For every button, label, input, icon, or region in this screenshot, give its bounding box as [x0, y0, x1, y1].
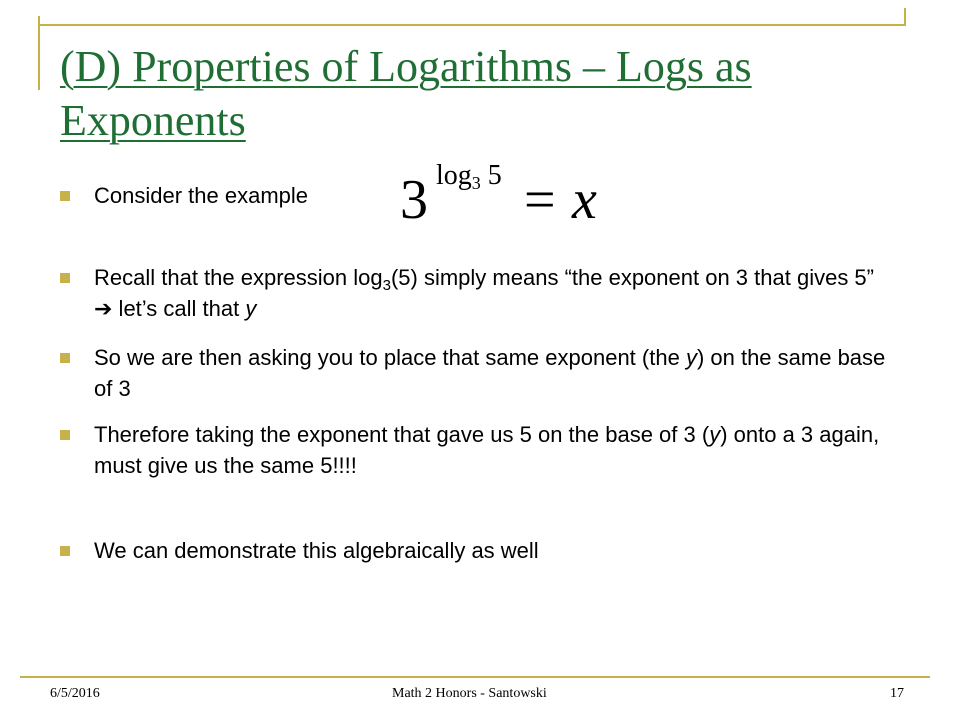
- bullet-marker-icon: [60, 430, 70, 440]
- variable-y: y: [685, 345, 697, 370]
- math-exponent-arg: 5: [487, 160, 502, 191]
- variable-y: y: [709, 422, 721, 447]
- footer-course: Math 2 Honors - Santowski: [392, 686, 547, 701]
- math-base: 3: [400, 169, 428, 231]
- bullet-marker-icon: [60, 546, 70, 556]
- bullet-text-span: (5) simply means “the exponent on 3 that gives 5”: [390, 265, 874, 290]
- frame-top-line: [38, 24, 904, 26]
- bullet-text: [94, 342, 894, 404]
- frame-right-line: [904, 8, 906, 26]
- bullet-text: [94, 262, 894, 324]
- math-variable-x: x: [572, 169, 597, 231]
- bullet-marker-icon: [60, 273, 70, 283]
- bullet-marker-icon: [60, 353, 70, 363]
- bullet-text-span: ) onto a 3 again, must give us the same 5!!!!: [94, 422, 880, 478]
- bullet-text-span: Recall that the expression log: [94, 265, 383, 290]
- footer-page-number: 17: [890, 686, 904, 701]
- math-exponent-subscript: 3: [471, 173, 481, 193]
- variable-y: y: [245, 296, 257, 321]
- bullet-text-span: So we are then asking you to place that same exponent (the: [94, 345, 686, 370]
- bullet-text-span: Therefore taking the exponent that gave us 5 on the base of 3 (: [94, 422, 710, 447]
- frame-bottom-line: [20, 676, 930, 678]
- bullet-text-span: Consider the example: [94, 183, 309, 208]
- arrow-right-icon: ➔: [94, 296, 113, 321]
- bullet-text-span: ) on the same base of 3: [94, 345, 886, 401]
- math-exponent-log: log: [436, 160, 472, 191]
- math-equals: =: [524, 169, 556, 231]
- slide-title: (D) Properties of Logarithms – Logs as Exponents: [60, 42, 752, 145]
- bullet-text: [94, 419, 894, 481]
- bullet-marker-icon: [60, 191, 70, 201]
- frame-left-line: [38, 16, 40, 90]
- footer-date: 6/5/2016: [50, 686, 100, 701]
- bullet-text-span: We can demonstrate this algebraically as well: [94, 538, 539, 563]
- log-base-subscript: 3: [382, 277, 391, 294]
- math-exponent: [436, 162, 502, 197]
- bullet-text: [94, 535, 894, 566]
- bullet-text-span: let’s call that: [112, 296, 246, 321]
